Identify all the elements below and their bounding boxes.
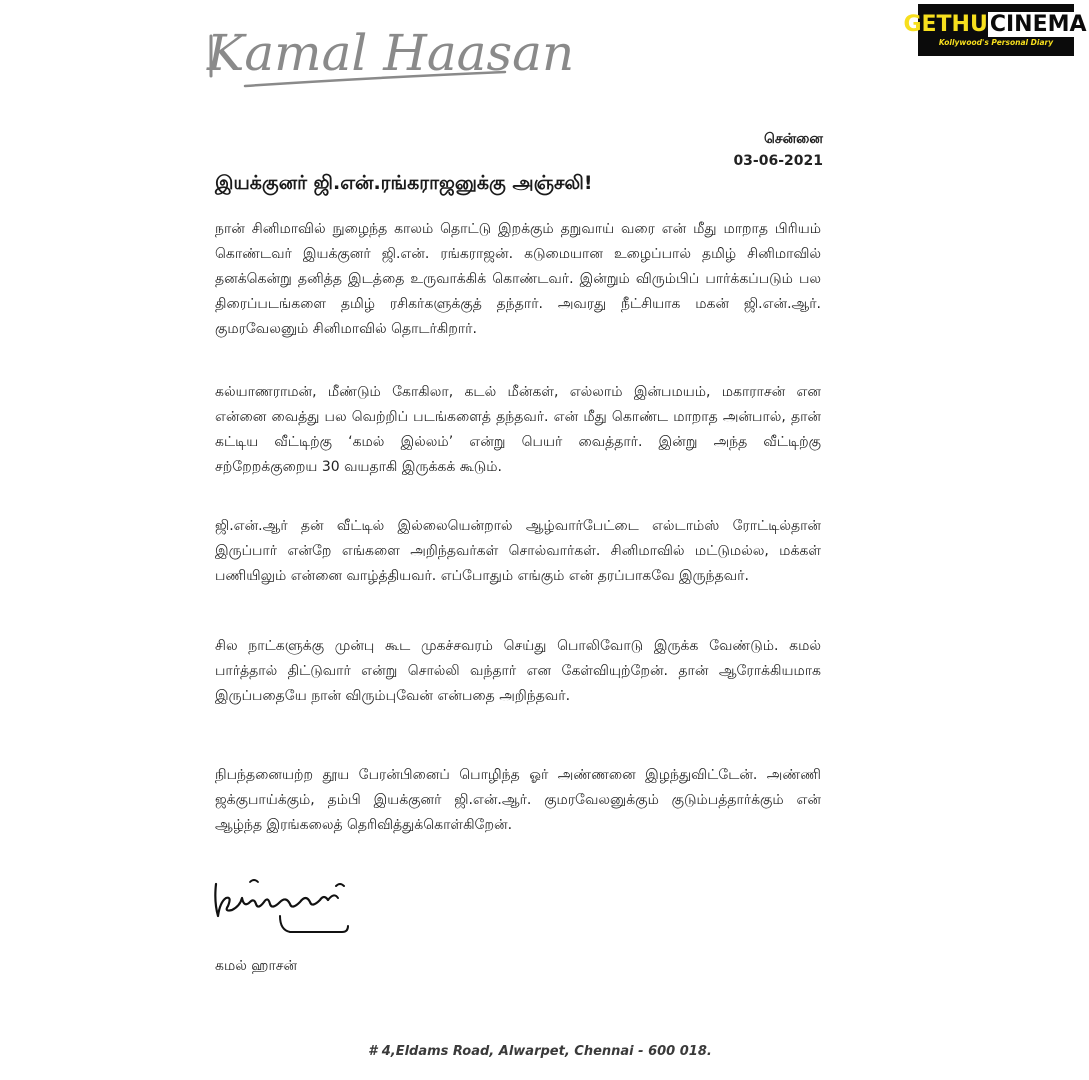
letter-paragraph: நான் சினிமாவில் நுழைந்த காலம் தொட்டு இறக்கும் தறுவாய் வரை என் மீது மாறாத பிரியம் கொண்டவர் இயக்குனர் ஜி.என். ரங்கராஜன். கடுமையான உழைப்பால் தமிழ் சினிமாவில் தனக்கென்று தனித்த இடத்தை உருவாக்கிக் கொண்டவர். இன்றும் விரும்பிப் பார்க்கப்படும் பல திரைப்படங்களை தமிழ் ரசிகர்களுக்குத் தந்தார். அவரது நீட்சியாக மகன் ஜி.என்.ஆர். குமரவேலனும் சினிமாவில் தொடர்கிறார். [215,221,821,337]
footer-address: # 4,Eldams Road, Alwarpet, Chennai - 600 018. [368,1044,712,1059]
letter-paragraph: நிபந்தனையற்ற தூய பேரன்பினைப் பொழிந்த ஓர் அண்ணனை இழந்துவிட்டேன். அண்ணி ஜக்குபாய்க்கும், தம்பி இயக்குனர் ஜி.என்.ஆர். குமரவேலனுக்கும் குடும்பத்தார்க்கும் என் ஆழ்ந்த இரங்கலைத் தெரிவித்துக்கொள்கிறேன். [215,767,821,833]
watermark-tagline: Kollywood's Personal Diary [938,38,1054,47]
letter-paragraph: கல்யாணராமன், மீண்டும் கோகிலா, கடல் மீன்கள், எல்லாம் இன்பமயம், மகாராசன் என என்னை வைத்து பல வெற்றிப் படங்களைத் தந்தவர். என் மீது கொண்ட மாறாத அன்பால், தான் கட்டிய வீட்டிற்கு ‘கமல் இல்லம்’ என்று பெயர் வைத்தார். இன்று அந்த வீட்டிற்கு சற்றேறக்குறைய 30 வயதாகி இருக்கக் கூடும். [215,384,821,475]
signer-name: கமல் ஹாசன் [215,958,298,974]
gethucinema-watermark [903,4,1087,56]
letterhead-signature-logo [205,18,575,98]
letter-paragraph: ஜி.என்.ஆர் தன் வீட்டில் இல்லையென்றால் ஆழ்வார்பேட்டை எல்டாம்ஸ் ரோட்டில்தான் இருப்பார் என்றே எங்களை அறிந்தவர்கள் சொல்வார்கள். சினிமாவில் மட்டுமல்ல, மக்கள் பணியிலும் என்னை வாழ்த்தியவர். எப்போதும் எங்கும் என் தரப்பாகவே இருந்தவர். [215,518,821,584]
place-date-block [733,128,823,172]
handwritten-signature [210,872,360,940]
letter-paragraph: சில நாட்களுக்கு முன்பு கூட முகச்சவரம் செய்து பொலிவோடு இருக்க வேண்டும். கமல் பார்த்தால் திட்டுவார் என்று சொல்லி வந்தார் என கேள்வியுற்றேன். தான் ஆரோக்கியமாக இருப்பதையே நான் விரும்புவேன் என்பதை அறிந்தவர். [215,638,821,704]
date: 03-06-2021 [733,153,823,169]
place: சென்னை [763,131,823,147]
svg-text:Kamal Haasan: Kamal Haasan [207,24,575,82]
watermark-logo-text: GETHUCINEMA [903,12,1087,37]
letter-title: இயக்குனர் ஜி.என்.ரங்கராஜனுக்கு அஞ்சலி! [215,172,593,194]
